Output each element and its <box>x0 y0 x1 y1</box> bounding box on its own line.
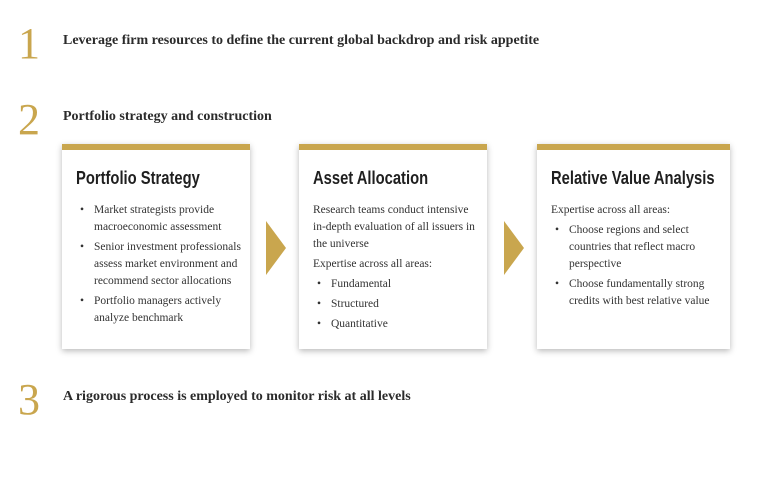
card-relative-value-analysis <box>537 144 730 349</box>
step-1-number: 1 <box>18 19 40 68</box>
bullet-item: • Choose regions and select countries that reflect macro perspective <box>551 222 723 273</box>
bullet-item: • Choose fundamentally strong credits with best relative value <box>551 276 723 310</box>
arrow-right-icon <box>504 221 524 275</box>
bullet-item: • Senior investment professionals assess market environment and recommend sector allocations <box>76 239 246 290</box>
bullet-list <box>313 276 483 333</box>
arrow-right-icon <box>266 221 286 275</box>
bullet-item: • Quantitative <box>313 316 483 333</box>
card-title: Relative Value Analysis <box>551 168 715 188</box>
card-body <box>313 202 483 336</box>
card-body <box>551 202 723 313</box>
card-portfolio-strategy <box>62 144 250 349</box>
bullet-item: • Portfolio managers actively analyze benchmark <box>76 293 246 327</box>
card-intro: Research teams conduct intensive in-depth evaluation of all issuers in the universe <box>313 204 475 250</box>
bullet-item: • Fundamental <box>313 276 483 293</box>
card-body <box>76 202 246 330</box>
card-title: Portfolio Strategy <box>76 168 200 188</box>
step-3-number: 3 <box>18 375 40 424</box>
step-2-number: 2 <box>18 95 40 144</box>
card-intro: Expertise across all areas: <box>551 204 671 216</box>
step-2-text: Portfolio strategy and construction <box>63 109 272 124</box>
bullet-item: • Market strategists provide macroeconomic assessment <box>76 202 246 236</box>
step-1-text: Leverage firm resources to define the current global backdrop and risk appetite <box>63 33 540 48</box>
card-sub-intro: Expertise across all areas: <box>313 258 433 270</box>
card-asset-allocation <box>299 144 487 349</box>
bullet-list <box>76 202 246 327</box>
card-title: Asset Allocation <box>313 168 429 188</box>
bullet-item: • Structured <box>313 296 483 313</box>
step-3-text: A rigorous process is employed to monitor risk at all levels <box>63 389 411 404</box>
bullet-list <box>551 222 723 310</box>
